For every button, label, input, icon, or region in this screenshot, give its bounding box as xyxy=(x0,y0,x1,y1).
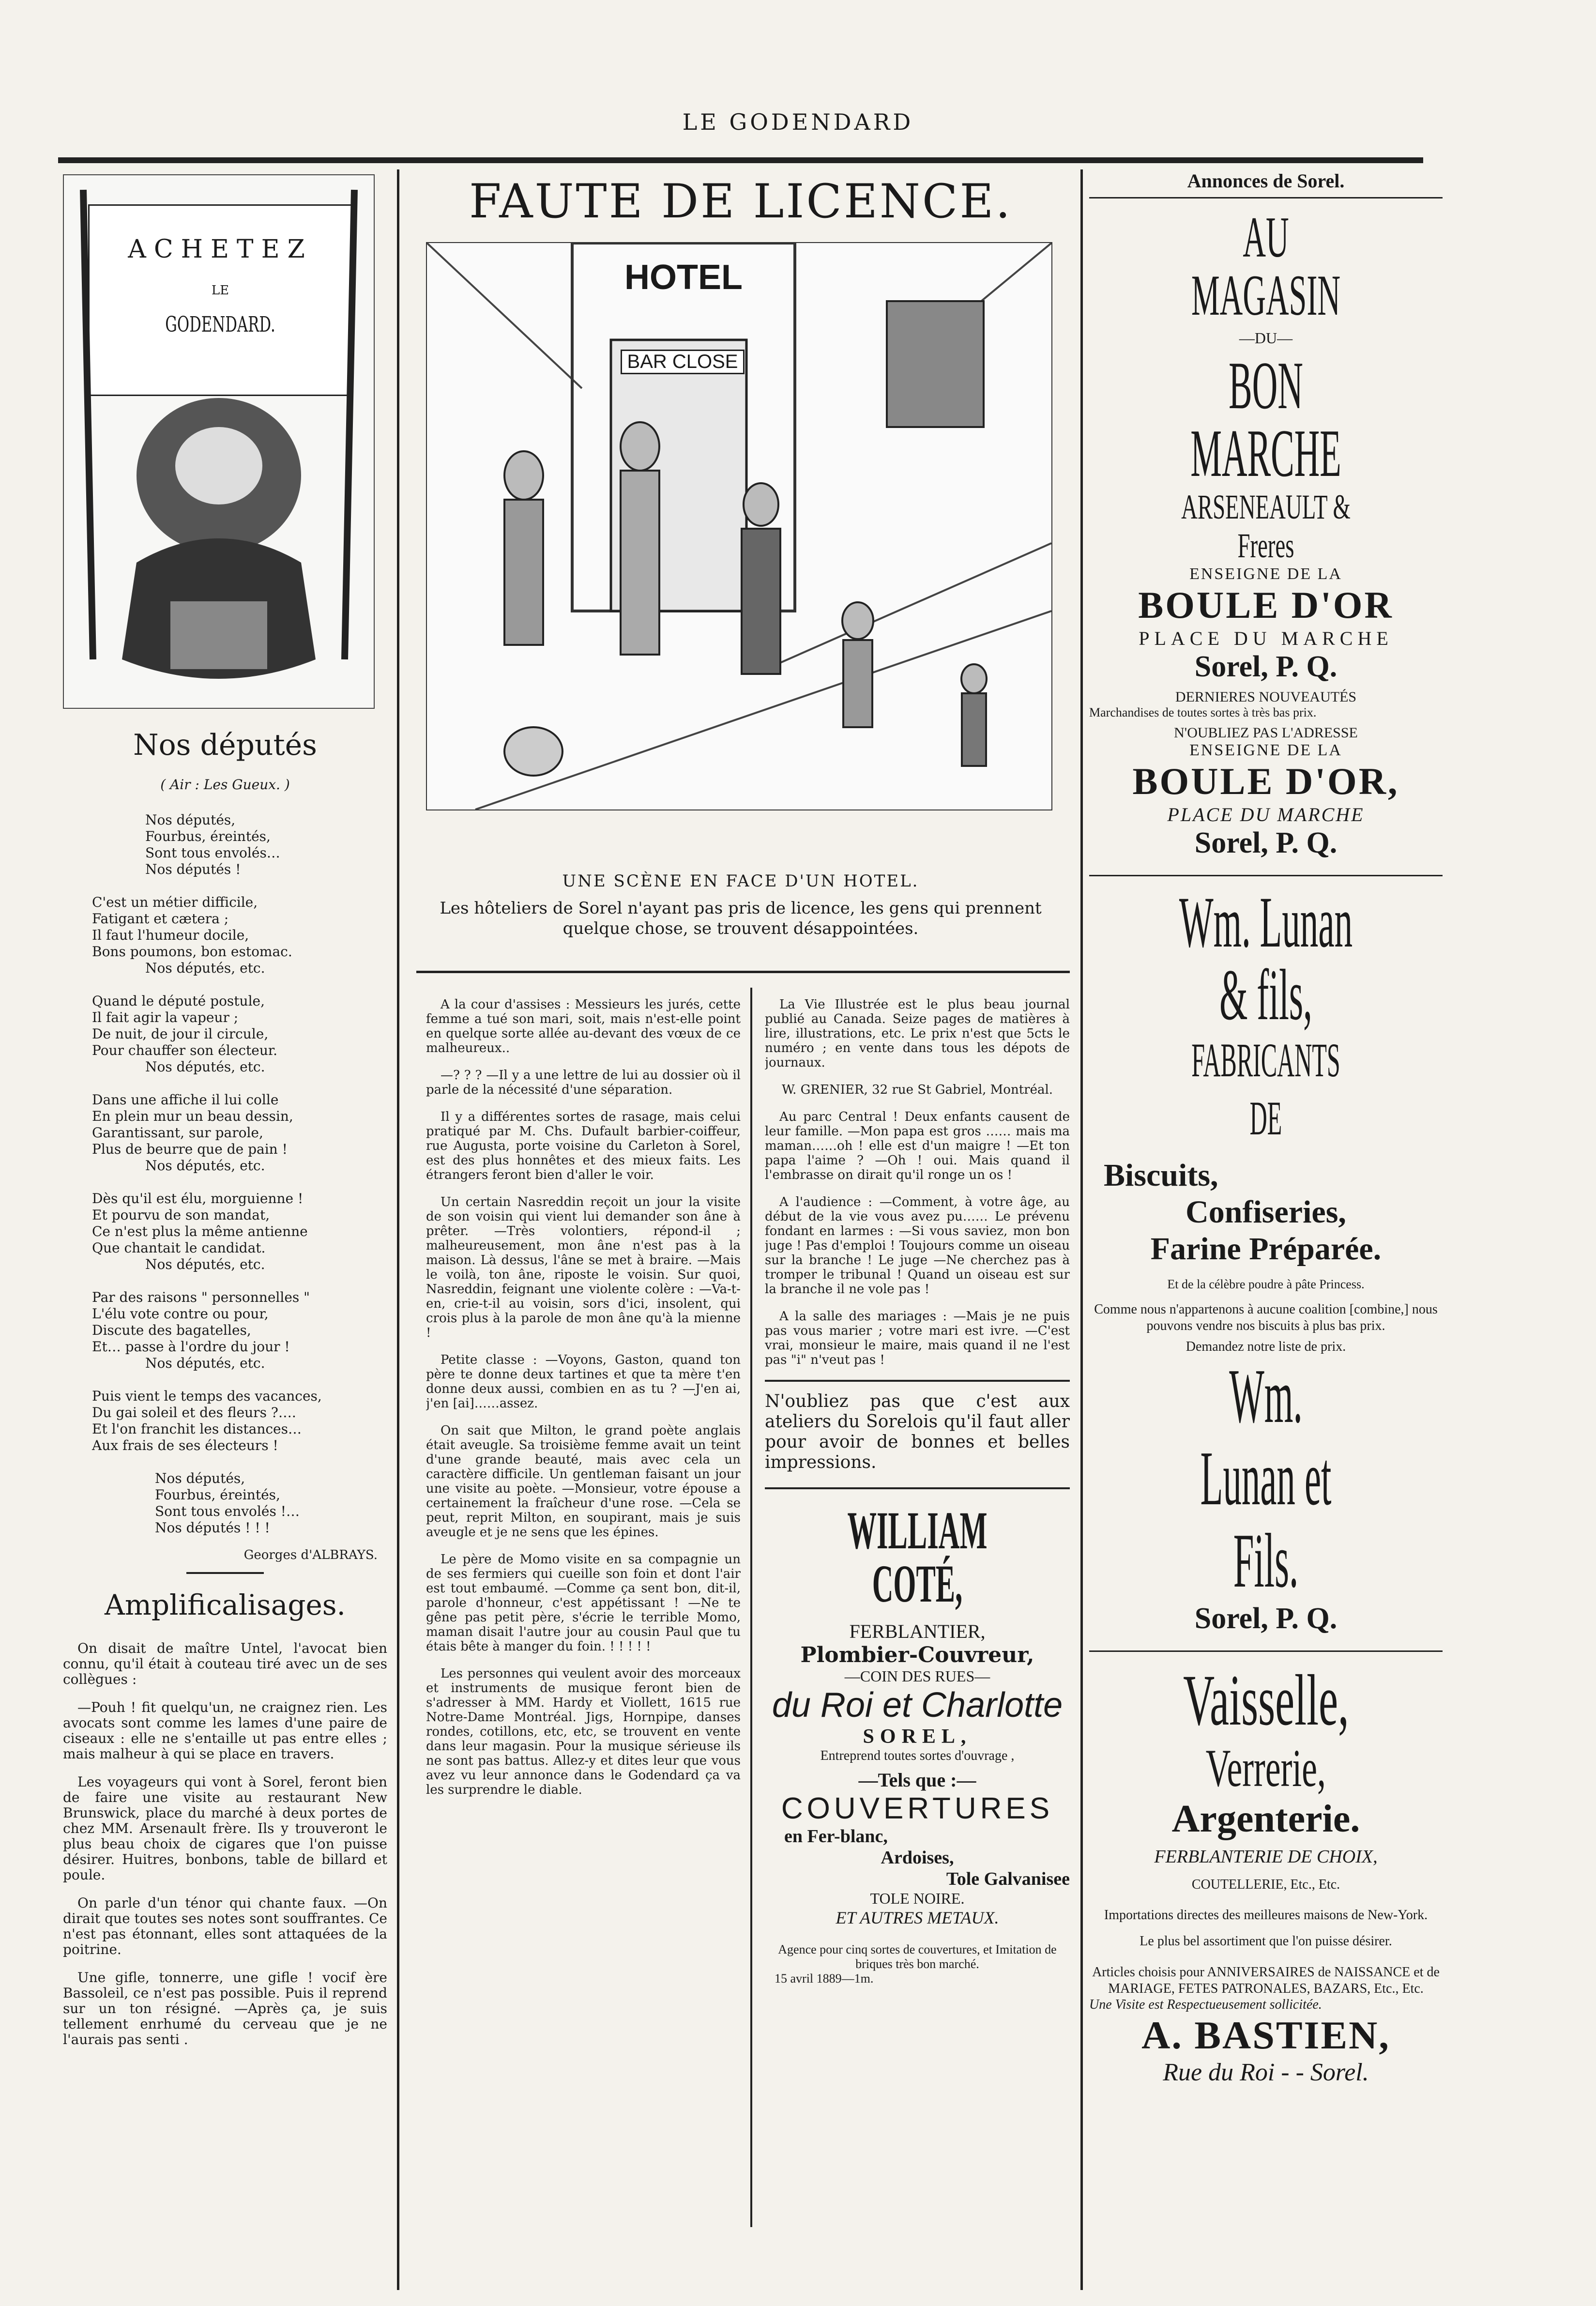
poem2-body xyxy=(63,1641,387,2047)
paragraph: Les personnes qui veulent avoir des morceaux et instruments de musique feront bien de s'adresser à MM. Hardy et Viollett, 1615 rue Notre-Dame Montréal. Jigs, Hornpipe, danses rondes, cotillons, etc, etc, se trouvent en vente dans leur magasin. Pour la musique sérieuse ils ne sont pas battus. Allez-y et dites leur que vous avez vu leur annonce dans le Godendard ça va les surprendre le diable. xyxy=(426,1666,741,1797)
store-title: AU MAGASIN xyxy=(1191,205,1341,327)
lunan-line xyxy=(1089,882,1443,1035)
verse-line: Plus de beurre que de pain ! xyxy=(92,1141,288,1157)
paragraph: Le père de Momo visite en sa compagnie un de ses fermiers qui cueille son foin et dont l'air est tout embaumé. —Comme ça sent bon, dit-il, parole d'honneur, c'est appétissant ! —Ne te gêne pas petit père, s'écrie le terrible Momo, maman disait l'autre jour au cousin Paul que tu étais bête à manger du foin. ! ! ! ! ! xyxy=(426,1552,741,1654)
paragraph: Petite classe : —Voyons, Gaston, quand ton père te donne deux tartines et que ta mère t'en donne deux aussi, combien en as tu ? —J'en ai, j'en [ai]……assez. xyxy=(426,1353,741,1411)
cote-agency: Agence pour cinq sortes de couvertures, et Imitation de briques très bon marché. xyxy=(778,1942,1057,1971)
paragraph: Au parc Central ! Deux enfants causent de leur famille. —Mon papa est gros …… mais ma maman……oh ! elle est d'un maigre ! —Et ton papa l'aime ? —Oh ! oui. Mais quand il l'embrasse on dirait qu'il ronge un os ! xyxy=(765,1110,1070,1182)
verse-line: Garantissant, sur parole, xyxy=(92,1125,263,1141)
ads-header: Annonces de Sorel. xyxy=(1187,170,1345,192)
notice-rule xyxy=(765,1487,1070,1489)
paragraph: —? ? ? —Il y a une lettre de lui au dossier où il parle de la nécessité d'une séparation. xyxy=(426,1068,741,1097)
verse-line: Il faut l'humeur docile, xyxy=(92,927,249,943)
paragraph: Une gifle, tonnerre, une gifle ! vocif ère Bassoleil, ce n'est pas possible. Puis il reprend sur un ton résigné. —Après ça, je suis tellement enrhumé du cerveau que je ne l'aurais pas senti . xyxy=(63,1970,387,2047)
paragraph: —Pouh ! fit quelqu'un, ne craignez rien. Les avocats sont comme les lames d'une paire de ciseaux : elle ne s'entaille ut pas entre elles ; mais malheur à qui se place en travers. xyxy=(63,1699,387,1762)
center-title: FAUTE DE LICENCE. xyxy=(469,174,1012,229)
hotel-scene xyxy=(427,243,1051,809)
center-rule-mid xyxy=(750,988,752,2227)
cote-such: —Tels que :— xyxy=(858,1769,976,1791)
verse-line: Pour chauffer son électeur. xyxy=(92,1042,278,1058)
bastien-subtitle: Verrerie, xyxy=(1205,1739,1326,1798)
bastien-title: Vaisselle, xyxy=(1183,1660,1349,1741)
ad-rule xyxy=(1089,197,1443,199)
paragraph: A l'audience : —Comment, à votre âge, au début de la vie vous avez pu…… Le prévenu fondant en larmes : —Si vous saviez, mon bon juge ! Pas d'emploi ! Toujours comme un oiseau sur la branche ! Le juge —Ne cherchez pas à tromper le tribunal ! Quand un oiseau est sur la branche il ne vole pas ! xyxy=(765,1195,1070,1297)
verse-line: De nuit, de jour il circule, xyxy=(92,1026,269,1042)
lunan-title: Wm. Lunan & fils, xyxy=(1179,882,1353,1035)
lunan-line: Biscuits, xyxy=(1104,1158,1218,1193)
cote-corner: —COIN DES RUES— xyxy=(844,1667,990,1685)
stanza xyxy=(92,894,387,977)
verse-line: Et l'on franchit les distances… xyxy=(92,1421,302,1437)
cote-material: TOLE NOIRE. xyxy=(870,1890,965,1907)
cote-material: en Fer-blanc, xyxy=(784,1826,888,1847)
poem1-air: ( Air : Les Gueux. ) xyxy=(160,777,290,793)
paragraph: Il y a différentes sortes de rasage, mais celui pratiqué par M. Chs. Dufault barbier-coiffeur, rue Augusta, porte voisine du Carleton à Sorel, est des plus honnêtes et des mieux faits. Les étrangers feront bien d'aller le voir. xyxy=(426,1110,741,1182)
cote-material: ET AUTRES METAUX. xyxy=(836,1908,999,1927)
cote-material: Tole Galvanisee xyxy=(946,1869,1070,1889)
illustration-caption: UNE SCÈNE EN FACE D'UN HOTEL. xyxy=(562,871,919,891)
lunan-line: Sorel, P. Q. xyxy=(1194,1602,1338,1635)
hotel-sign: HOTEL xyxy=(624,258,743,297)
left-column xyxy=(63,174,387,2295)
lunan-line: Demandez notre liste de prix. xyxy=(1186,1339,1346,1354)
center-column-a xyxy=(426,997,741,2237)
banner-illustration xyxy=(63,174,375,709)
cote-date: 15 avril 1889—1m. xyxy=(775,1971,874,1985)
poem1-title: Nos députés xyxy=(133,728,317,762)
verse-line: Que chantait le candidat. xyxy=(92,1240,266,1256)
verse-line: Nos députés ! ! ! xyxy=(155,1520,270,1536)
store-line xyxy=(1089,488,1443,565)
store-line: BOULE D'OR xyxy=(1138,584,1394,626)
paragraph: Les voyageurs qui vont à Sorel, feront bien de faire une visite au restaurant New Brunswick, place du marché à deux portes de chez MM. Arsenault frère. Ils y trouveront le plus beau choix de cigares que l'on puisse désirer. Huitres, bonbons, table de billard et poule. xyxy=(63,1774,387,1883)
center-column-b-text xyxy=(765,997,1070,1367)
center-rule-top xyxy=(416,971,1070,973)
verse-refrain: Nos députés, etc. xyxy=(145,1256,265,1272)
bastien-line: Le plus bel assortiment que l'on puisse désirer. xyxy=(1140,1934,1392,1949)
lunan-subtitle: FABRICANTS DE xyxy=(1191,1033,1340,1145)
store-line: Sorel, P. Q. xyxy=(1194,650,1338,683)
stanza xyxy=(92,1470,387,1536)
store-name: BON MARCHE xyxy=(1190,348,1341,491)
cote-streets: du Roi et Charlotte xyxy=(772,1686,1063,1725)
banner-line3: GODENDARD. xyxy=(165,312,275,337)
verse-line: Quand le député postule, xyxy=(92,993,265,1009)
cote-name xyxy=(765,1501,1070,1613)
section-divider xyxy=(186,1572,264,1574)
column-rule-right xyxy=(1080,169,1083,2290)
verse-line: Il fait agir la vapeur ; xyxy=(92,1009,239,1025)
verse-line: Nos députés, xyxy=(145,812,236,828)
paragraph: Un certain Nasreddin reçoit un jour la visite de son voisin qui vient lui demander son âne à prêter. —Très volontiers, répond-il ; malheureusement, mon âne n'est pas à la maison. Là dessus, l'âne se met à braire. —Mais le voilà, ton âne, riposte le voisin. Sur quoi, Nasreddin, feignant une violente colère : —Va-t-en, crie-t-il au voisin, sors d'ici, insolent, qui crois plus à la parole de mon âne qu'à la mienne ! xyxy=(426,1195,741,1340)
paragraph: On sait que Milton, le grand poète anglais était aveugle. Sa troisième femme avait un teint d'une grande beauté, mais avec cela un caractère difficile. Un gentleman faisant un jour une visite au poète. —Monsieur, votre épouse a certainement la fraîcheur d'une rose. —Cela se peut, reprit Milton, en soupirant, mais je suis aveugle et je ne sens que les épines. xyxy=(426,1423,741,1540)
store-line: PLACE DU MARCHE xyxy=(1139,627,1393,649)
bastien-line: Rue du Roi - - Sorel. xyxy=(1163,2059,1369,2086)
verse-refrain: Nos députés, etc. xyxy=(145,960,265,976)
bastien-line: Importations directes des meilleures maisons de New-York. xyxy=(1104,1908,1428,1923)
store-owner: ARSENEAULT & Freres xyxy=(1181,488,1351,565)
store-line: BOULE D'OR, xyxy=(1132,760,1399,802)
cote-material: Ardoises, xyxy=(881,1848,954,1868)
verse-line: Nos députés, xyxy=(155,1470,245,1486)
poem1-signature: Georges d'ALBRAYS. xyxy=(243,1548,378,1562)
store-line: ENSEIGNE DE LA xyxy=(1189,741,1342,759)
stanza xyxy=(92,993,387,1075)
stanza xyxy=(92,1388,387,1454)
paragraph: On parle d'un ténor qui chante faux. —On dirait que toutes ses notes sont souffrantes. Ce n'est pas étonnant, elles sont attaquées de la poitrine. xyxy=(63,1895,387,1957)
verse-line: Dans une affiche il lui colle xyxy=(92,1092,279,1108)
cote-trade: FERBLANTIER, xyxy=(849,1620,986,1642)
verse-line: Du gai soleil et des fleurs ?…. xyxy=(92,1405,296,1420)
masthead: LE GODENDARD xyxy=(682,109,914,135)
ad-rule xyxy=(1089,1650,1443,1652)
paragraph: W. GRENIER, 32 rue St Gabriel, Montréal. xyxy=(781,1083,1053,1097)
cote-advertisement xyxy=(765,1501,1070,1986)
poem1-stanzas xyxy=(63,812,387,1536)
verse-line: Discute des bagatelles, xyxy=(92,1322,251,1338)
store-line: DERNIERES NOUVEAUTÉS xyxy=(1175,689,1357,705)
stanza xyxy=(92,1289,387,1372)
verse-line: Dès qu'il est élu, morguienne ! xyxy=(92,1191,304,1206)
verse-line: Sont tous envolés… xyxy=(145,845,280,861)
paragraph: A la salle des mariages : —Mais je ne puis pas vous marier ; votre mari est ivre. —C'est vrai, monsieur le maire, mais quand il ne l'est pas "i" n'veut pas ! xyxy=(765,1309,1070,1367)
right-column xyxy=(1089,169,1443,2295)
bastien-line xyxy=(1089,1739,1443,1797)
poem2-title: Amplificalisages. xyxy=(105,1588,346,1621)
lunan-line xyxy=(1089,1355,1443,1602)
bastien-line: FERBLANTERIE DE CHOIX, xyxy=(1154,1847,1378,1867)
stanza xyxy=(92,1191,387,1273)
masthead-rule xyxy=(58,157,1423,163)
verse-line: Fourbus, éreintés, xyxy=(145,828,271,844)
cote-works: Entreprend toutes sortes d'ouvrage , xyxy=(820,1748,1015,1763)
bastien-line: COUTELLERIE, Etc., Etc. xyxy=(1191,1877,1340,1892)
printing-notice: N'oubliez pas que c'est aux ateliers du Sorelois qu'il faut aller pour avoir de bonnes et belles impressions. xyxy=(765,1391,1070,1472)
store-line: Marchandises de toutes sortes à très bas prix. xyxy=(1089,705,1317,719)
verse-line: Et… passe à l'ordre du jour ! xyxy=(92,1339,290,1355)
bastien-line: A. BASTIEN, xyxy=(1141,2013,1390,2057)
lunan-line: Comme nous n'appartenons à aucune coalition [combine,] nous pouvons vendre nos biscuits à plus bas prix. xyxy=(1094,1302,1438,1333)
verse-line: Puis vient le temps des vacances, xyxy=(92,1388,322,1404)
paragraph: On disait de maître Untel, l'avocat bien connu, qu'il était à couteau tiré avec un de ses collègues : xyxy=(63,1640,387,1687)
verse-line: C'est un métier difficile, xyxy=(92,894,258,910)
banner-line2: LE xyxy=(211,283,229,298)
verse-line: Nos députés ! xyxy=(145,861,241,877)
verse-refrain: Nos députés, etc. xyxy=(145,1059,265,1075)
paragraph: A la cour d'assises : Messieurs les jurés, cette femme a tué son mari, soit, mais n'est-elle point en quelque sorte allée au-devant des vœux de ce malheureux.. xyxy=(426,997,741,1055)
verse-line: L'élu vote contre ou pour, xyxy=(92,1306,269,1322)
paragraph: La Vie Illustrée est le plus beau journal publié au Canada. Seize pages de matières à lire, illustrations, etc. Le prix n'est que 5cts le numéro ; en vente dans tous les dépots de journaux. xyxy=(765,997,1070,1070)
bastien-line: Une Visite est Respectueusement sollicitée. xyxy=(1089,1997,1322,2012)
verse-line: En plein mur un beau dessin, xyxy=(92,1108,293,1124)
bastien-line: Argenterie. xyxy=(1171,1798,1360,1840)
lunan-line: Et de la célèbre poudre à pâte Princess. xyxy=(1167,1277,1365,1291)
store-line: Sorel, P. Q. xyxy=(1194,826,1338,859)
hotel-illustration xyxy=(426,242,1052,810)
bar-close-sign: BAR CLOSE xyxy=(621,350,745,374)
verse-line: Bons poumons, bon estomac. xyxy=(92,944,292,960)
store-line xyxy=(1089,348,1443,491)
store-line: PLACE DU MARCHE xyxy=(1167,804,1365,825)
store-line: ENSEIGNE DE LA xyxy=(1189,565,1342,583)
lunan-title2: Wm. Lunan et Fils. xyxy=(1200,1353,1332,1604)
bastien-line: Articles choisis pour ANNIVERSAIRES de NAISSANCE et de MARIAGE, FETES PATRONALES, BAZARS, Etc., Etc. xyxy=(1092,1965,1440,1996)
stanza xyxy=(92,1092,387,1174)
bastien-line xyxy=(1089,1662,1443,1739)
illustration-caption-text: Les hôteliers de Sorel n'ayant pas pris de licence, les gens qui prennent quelque chose, se trouvent désappointées. xyxy=(440,899,1042,938)
verse-refrain: Nos députés, etc. xyxy=(145,1158,265,1174)
verse-line: Fatigant et cætera ; xyxy=(92,911,229,927)
verse-line: Aux frais de ses électeurs ! xyxy=(92,1437,278,1453)
column-rule-left xyxy=(397,169,399,2290)
verse-line: Fourbus, éreintés, xyxy=(155,1487,280,1503)
lunan-line: Farine Préparée. xyxy=(1150,1231,1382,1267)
ad-rule xyxy=(1089,875,1443,876)
cote-trade2: Plombier-Couvreur, xyxy=(800,1643,1034,1667)
lumberjack-figure xyxy=(64,175,374,708)
verse-line: Ce n'est plus la même antienne xyxy=(92,1223,308,1239)
stanza xyxy=(92,812,387,878)
lunan-line: Confiseries, xyxy=(1186,1194,1346,1230)
notice-rule xyxy=(765,1380,1070,1382)
verse-line: Et pourvu de son mandat, xyxy=(92,1207,270,1223)
store-line: N'OUBLIEZ PAS L'ADRESSE xyxy=(1174,725,1358,741)
cote-roof: COUVERTURES xyxy=(781,1792,1054,1825)
verse-line: Par des raisons " personnelles " xyxy=(92,1289,310,1305)
lunan-line xyxy=(1089,1031,1443,1147)
store-line: —DU— xyxy=(1239,329,1293,347)
center-column-b xyxy=(765,997,1070,2237)
store-line xyxy=(1089,205,1443,327)
verse-refrain: Nos députés, etc. xyxy=(145,1355,265,1371)
verse-line: Sont tous envolés !… xyxy=(155,1503,300,1519)
cote-city: SOREL, xyxy=(863,1726,972,1748)
banner-line1: ACHETEZ xyxy=(128,235,313,264)
center-top xyxy=(416,174,1065,988)
cote-name-text: WILLIAM COTÉ, xyxy=(847,1501,988,1613)
